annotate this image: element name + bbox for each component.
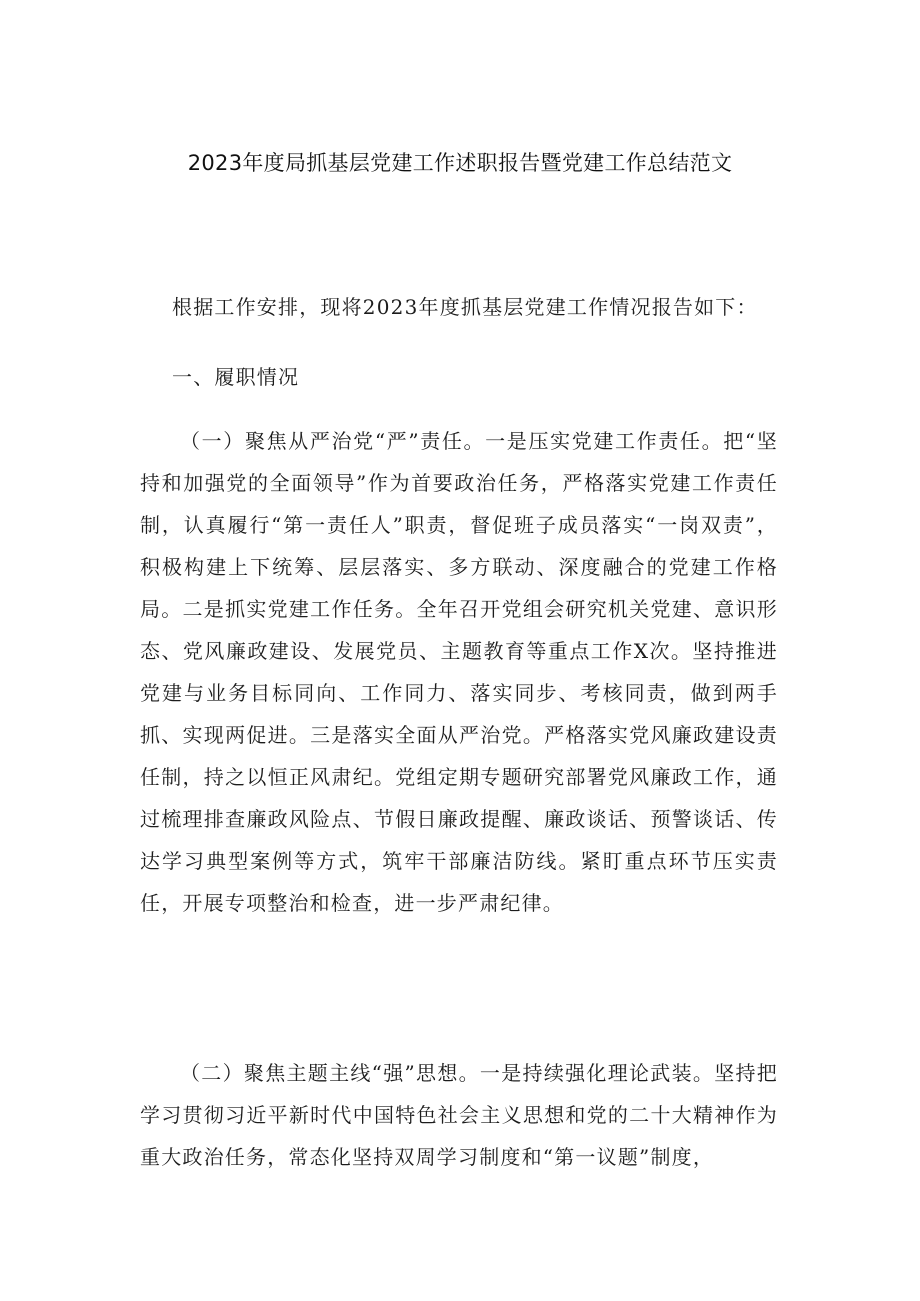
- paragraph-responsibility: （一）聚焦从严治党“严”责任。一是压实党建工作责任。把“坚持和加强党的全面领导”作为首要政治任务，严格落实党建工作责任制，认真履行“第一责任人”职责，督促班子成员落实“一岗双责”，积极构建上下统筹、层层落实、多方联动、深度融合的党建工作格局。二是抓实党建工作任务。全年召开党组会研究机关党建、意识形态、党风廉政建设、发展党员、主题教育等重点工作X次。坚持推进党建与业务目标同向、工作同力、落实同步、考核同责，做到两手抓、实现两促进。三是落实全面从严治党。严格落实党风廉政建设责任制，持之以恒正风肃纪。党组定期专题研究部署党风廉政工作，通过梳理排查廉政风险点、节假日廉政提醒、廉政谈话、预警谈话、传达学习典型案例等方式，筑牢干部廉洁防线。紧盯重点环节压实责任，开展专项整治和检查，进一步严肃纪律。: [140, 429, 778, 915]
- intro-paragraph: 根据工作安排，现将2023年度抓基层党建工作情况报告如下：: [172, 295, 758, 319]
- document-title: 2023年度局抓基层党建工作述职报告暨党建工作总结范文: [187, 151, 733, 175]
- paragraph-thought: （二）聚焦主题主线“强”思想。一是持续强化理论武装。坚持把学习贯彻习近平新时代中国特色社会主义思想和党的二十大精神作为重大政治任务，常态化坚持双周学习制度和“第一议题”制度，: [140, 1061, 778, 1169]
- section-heading: 一、履职情况: [172, 365, 300, 389]
